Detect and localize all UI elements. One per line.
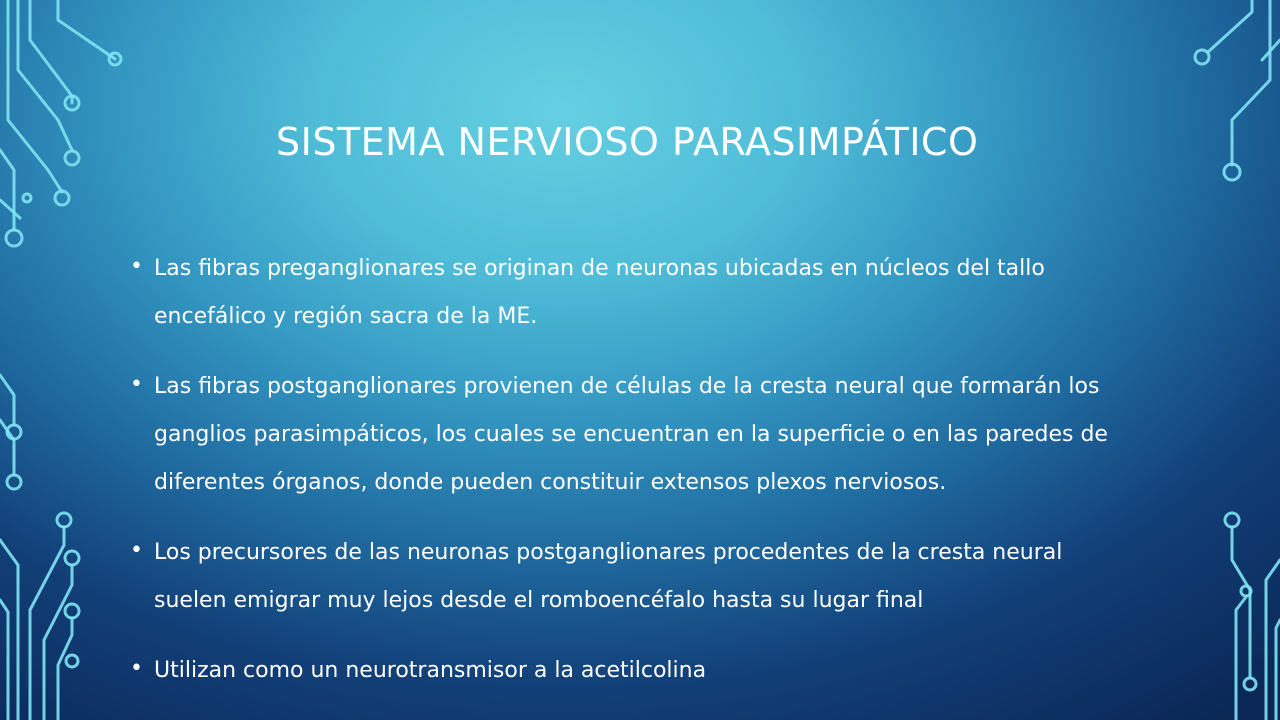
circuit-line [1276, 620, 1280, 720]
bullet-item [130, 647, 1140, 695]
circuit-line [0, 600, 8, 720]
circuit-line [58, 618, 72, 720]
circuit-node [23, 194, 31, 202]
bullet-text: Las fibras preganglionares se originan de neuronas ubicadas en núcleos del tallo encefálico y región sacra de la ME. [154, 256, 1045, 329]
bullet-marker: • [130, 372, 143, 397]
circuit-node [7, 475, 21, 489]
circuit-node [66, 655, 78, 667]
bullet-marker: • [130, 254, 143, 279]
circuit-node [1195, 50, 1209, 64]
circuit-line [1266, 560, 1280, 720]
circuit-node [1241, 586, 1251, 596]
bullet-text: Utilizan como un neurotransmisor a la acetilcolina [154, 658, 707, 683]
bullet-item [130, 529, 1140, 625]
bullet-item [130, 363, 1140, 507]
circuit-line [30, 0, 72, 103]
circuit-line [0, 420, 14, 475]
circuit-line [1236, 597, 1246, 720]
bullet-marker: • [130, 538, 143, 563]
circuit-line [8, 0, 62, 192]
circuit-node [6, 230, 22, 246]
bullet-text: Las fibras postganglionares provienen de células de la cresta neural que formarán los ganglios parasimpáticos, los cuales se encuentran en la superficie o en las paredes de diferentes órganos, donde pueden constituir extensos plexos nerviosos. [154, 374, 1108, 495]
circuit-node [1225, 513, 1239, 527]
bullet-list [130, 245, 1140, 717]
bullet-item [130, 245, 1140, 341]
circuit-node [65, 151, 79, 165]
circuit-line [0, 150, 14, 230]
circuit-node [1244, 678, 1256, 690]
circuit-line [0, 375, 14, 425]
circuit-line [1208, 0, 1252, 52]
circuit-node [57, 513, 71, 527]
circuit-node [65, 551, 79, 565]
slide-title: SISTEMA NERVIOSO PARASIMPÁTICO [276, 120, 979, 164]
bullet-text: Los precursores de las neuronas postganglionares procedentes de la cresta neural suelen emigrar muy lejos desde el romboencéfalo hasta su lugar final [154, 540, 1063, 613]
bullet-marker: • [130, 656, 143, 681]
circuit-line [58, 0, 115, 59]
circuit-node [65, 604, 79, 618]
circuit-line [0, 200, 20, 218]
